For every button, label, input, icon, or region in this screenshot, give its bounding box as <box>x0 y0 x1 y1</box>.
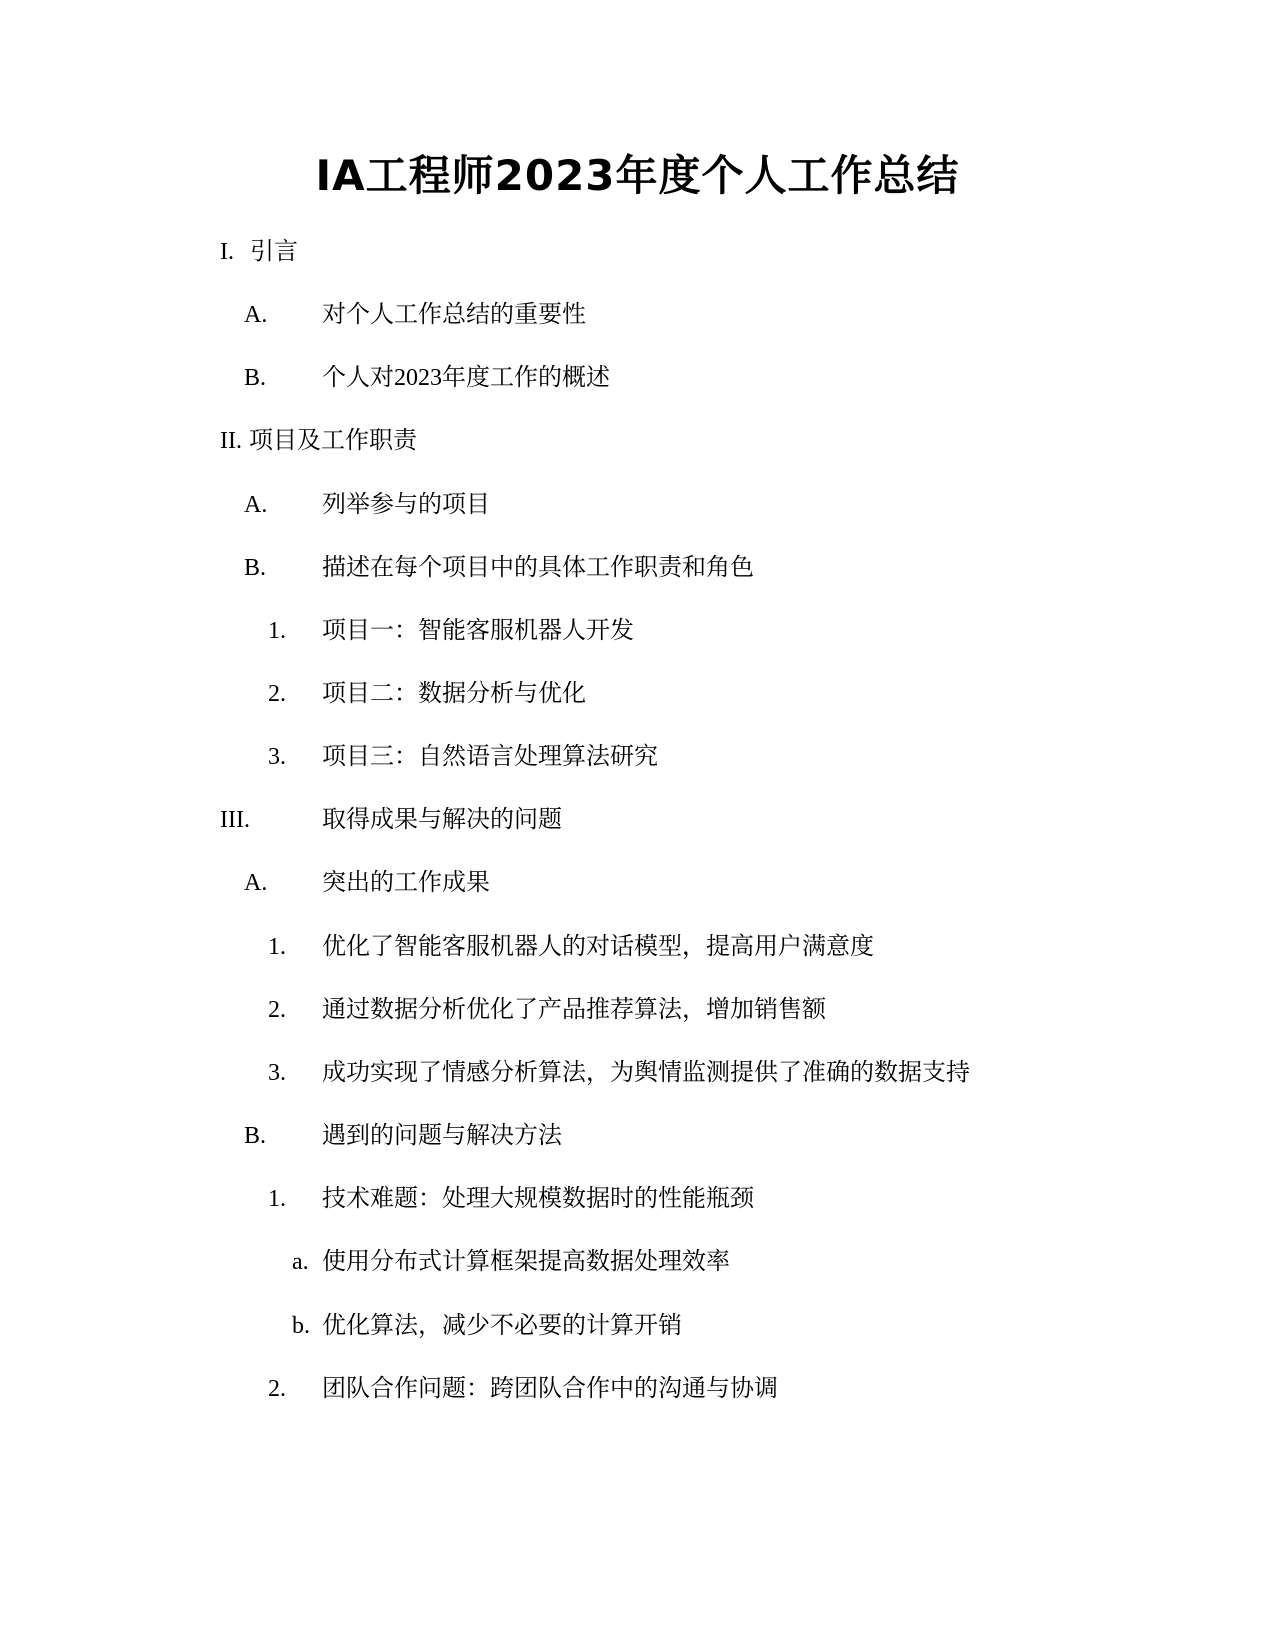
outline-marker: A. <box>244 870 268 896</box>
outline-marker: I. <box>220 239 234 265</box>
outline-marker: II. <box>220 428 242 454</box>
outline-text: 引言 <box>250 239 298 265</box>
outline-marker: 2. <box>268 997 286 1023</box>
outline-text: 项目一：智能客服机器人开发 <box>322 618 634 644</box>
outline-marker: b. <box>292 1313 310 1339</box>
outline-text: 优化算法，减少不必要的计算开销 <box>322 1313 682 1339</box>
outline-marker: B. <box>244 1123 267 1149</box>
outline-marker: 3. <box>268 1060 286 1086</box>
outline-text: 项目及工作职责 <box>249 428 417 454</box>
outline-text: 突出的工作成果 <box>322 870 490 896</box>
outline-text: 技术难题：处理大规模数据时的性能瓶颈 <box>322 1186 754 1212</box>
outline-marker: 2. <box>268 681 286 707</box>
outline-marker: 3. <box>268 744 286 770</box>
outline-marker: III. <box>220 807 250 833</box>
outline-text: 团队合作问题：跨团队合作中的沟通与协调 <box>322 1376 778 1402</box>
outline-text: 项目三：自然语言处理算法研究 <box>322 744 658 770</box>
outline-text: 列举参与的项目 <box>322 492 490 518</box>
outline-text: 优化了智能客服机器人的对话模型，提高用户满意度 <box>322 934 874 960</box>
outline-text: 项目二：数据分析与优化 <box>322 681 586 707</box>
outline-marker: 1. <box>268 934 286 960</box>
outline-marker: 1. <box>268 618 286 644</box>
outline-text: 描述在每个项目中的具体工作职责和角色 <box>322 555 754 581</box>
outline-marker: 2. <box>268 1376 286 1402</box>
outline-text: 遇到的问题与解决方法 <box>322 1123 562 1149</box>
outline-marker: 1. <box>268 1186 286 1212</box>
outline-text: 取得成果与解决的问题 <box>322 807 562 833</box>
outline-marker: A. <box>244 302 268 328</box>
outline-text: 成功实现了情感分析算法，为舆情监测提供了准确的数据支持 <box>322 1060 970 1086</box>
outline-text: 对个人工作总结的重要性 <box>322 302 586 328</box>
outline-marker: B. <box>244 365 267 391</box>
document-title: IA工程师2023年度个人工作总结 <box>315 151 960 200</box>
outline-text: 通过数据分析优化了产品推荐算法，增加销售额 <box>322 997 826 1023</box>
outline-text: 个人对2023年度工作的概述 <box>322 365 610 391</box>
outline-text: 使用分布式计算框架提高数据处理效率 <box>322 1249 730 1275</box>
outline-marker: B. <box>244 555 267 581</box>
outline-marker: A. <box>244 492 268 518</box>
outline-marker: a. <box>292 1249 309 1275</box>
